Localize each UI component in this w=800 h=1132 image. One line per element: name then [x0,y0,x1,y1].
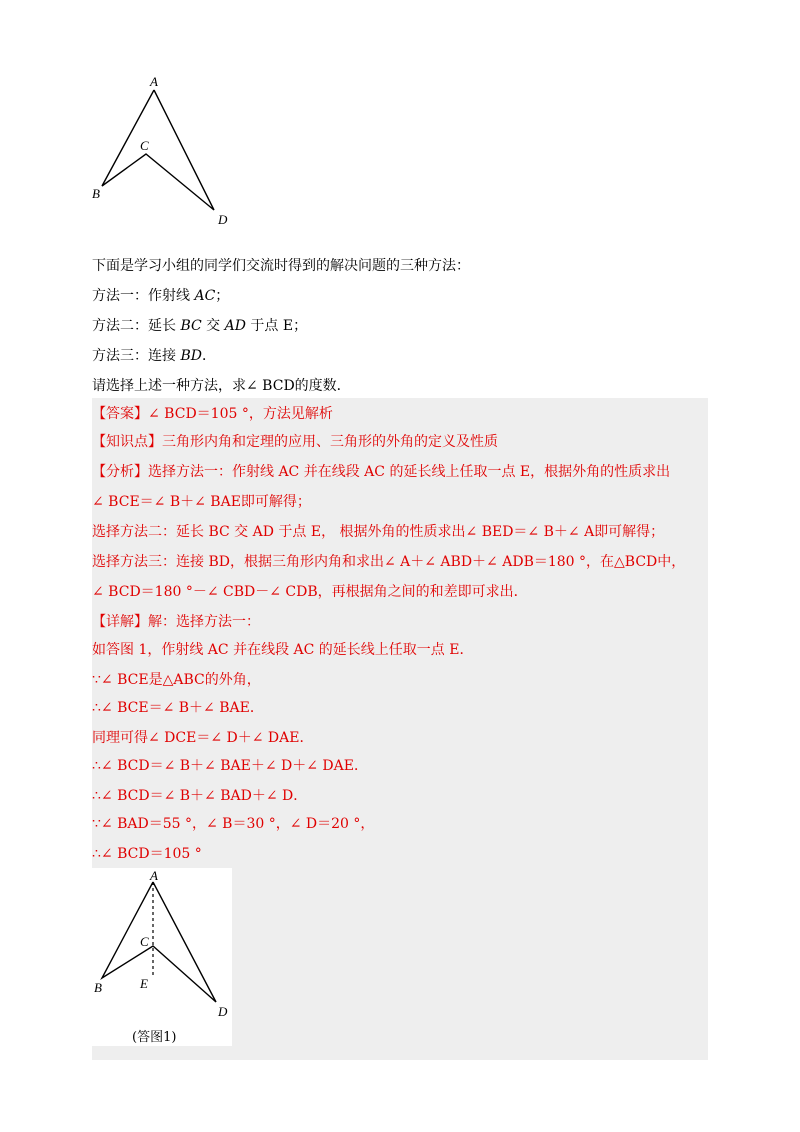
method-2-seg2: AD [224,318,246,334]
knowledge-line [92,432,498,452]
figure-2-caption: (答图1) [132,1030,177,1045]
intro-text: 下面是学习小组的同学们交流时得到的解决问题的三种方法： [92,258,470,274]
detail-tag: 【详解】 [92,614,148,630]
analysis-line-5: ∠ BCD＝180 °－∠ CBD－∠ CDB，再根据角之间的和差即可求出． [92,584,528,600]
method-3-seg1: BD [180,348,202,364]
answer-tag: 【答案】 [92,406,148,422]
question-text: 请选择上述一种方法，求∠ BCD的度数． [92,378,351,394]
answer-content: ∠ BCD＝105 °，方法见解析 [148,406,333,422]
detail-first: 解：选择方法一： [148,614,260,630]
answer-line [92,404,333,424]
figure-2-label-b: B [94,980,102,995]
detail-line-0 [92,612,260,632]
figure-2-label-a: A [150,868,158,883]
method-3 [92,346,216,366]
figure-2-label-c: C [140,934,149,949]
analysis-line-1 [92,462,670,482]
figure-2-drawing [92,868,232,1046]
figure-1-drawing [88,72,238,232]
detail-line-2: ∵∠ BCE是△ABC的外角， [92,672,261,688]
method-1 [92,286,229,306]
method-2-suffix: 于点 E； [245,318,308,334]
figure-2-label-e: E [140,976,148,991]
figure-1-label-a: A [150,74,158,89]
analysis-line-2: ∠ BCE＝∠ B＋∠ BAE即可解得； [92,494,311,510]
method-2-mid: 交 [201,318,225,334]
detail-line-8: ∴∠ BCD＝105 ° [92,846,202,862]
figure-2 [92,868,232,1046]
detail-line-1: 如答图 1，作射线 AC 并在线段 AC 的延长线上任取一点 E． [92,642,474,658]
method-3-prefix: 方法三：连接 [92,348,181,364]
knowledge-tag: 【知识点】 [92,434,162,450]
detail-line-6: ∴∠ BCD＝∠ B＋∠ BAD＋∠ D． [92,788,308,804]
detail-line-5: ∴∠ BCD＝∠ B＋∠ BAE＋∠ D＋∠ DAE． [92,758,368,774]
figure-2-outline [102,882,216,1002]
method-2 [92,316,307,336]
analysis-text-1: 选择方法一：作射线 AC 并在线段 AC 的延长线上任取一点 E，根据外角的性质求出 [148,464,671,480]
analysis-line-3: 选择方法二：延长 BC 交 AD 于点 E， 根据外角的性质求出∠ BED＝∠ B＋∠ A即可解得； [92,524,665,540]
method-2-seg1: BC [180,318,202,334]
knowledge-content: 三角形内角和定理的应用、三角形的外角的定义及性质 [162,434,498,450]
figure-1 [88,72,238,232]
detail-line-3: ∴∠ BCE＝∠ B＋∠ BAE． [92,700,264,716]
method-1-mid: ； [215,288,230,304]
figure-2-label-d: D [218,1004,228,1019]
analysis-tag: 【分析】 [92,464,148,480]
method-1-prefix: 方法一：作射线 [92,288,195,304]
figure-1-label-d: D [218,212,228,227]
analysis-line-4: 选择方法三：连接 BD，根据三角形内角和求出∠ A＋∠ ABD＋∠ ADB＝180 °，在△BCD中， [92,554,686,570]
detail-line-7: ∵∠ BAD＝55 °，∠ B＝30 °，∠ D＝20 °， [92,816,375,832]
method-3-mid: ． [201,348,216,364]
detail-line-4: 同理可得∠ DCE＝∠ D＋∠ DAE． [92,730,314,746]
method-1-seg1: AC [194,288,216,304]
figure-1-label-b: B [92,186,100,201]
figure-1-outline [102,90,214,210]
method-2-prefix: 方法二：延长 [92,318,181,334]
figure-1-label-c: C [140,138,149,153]
